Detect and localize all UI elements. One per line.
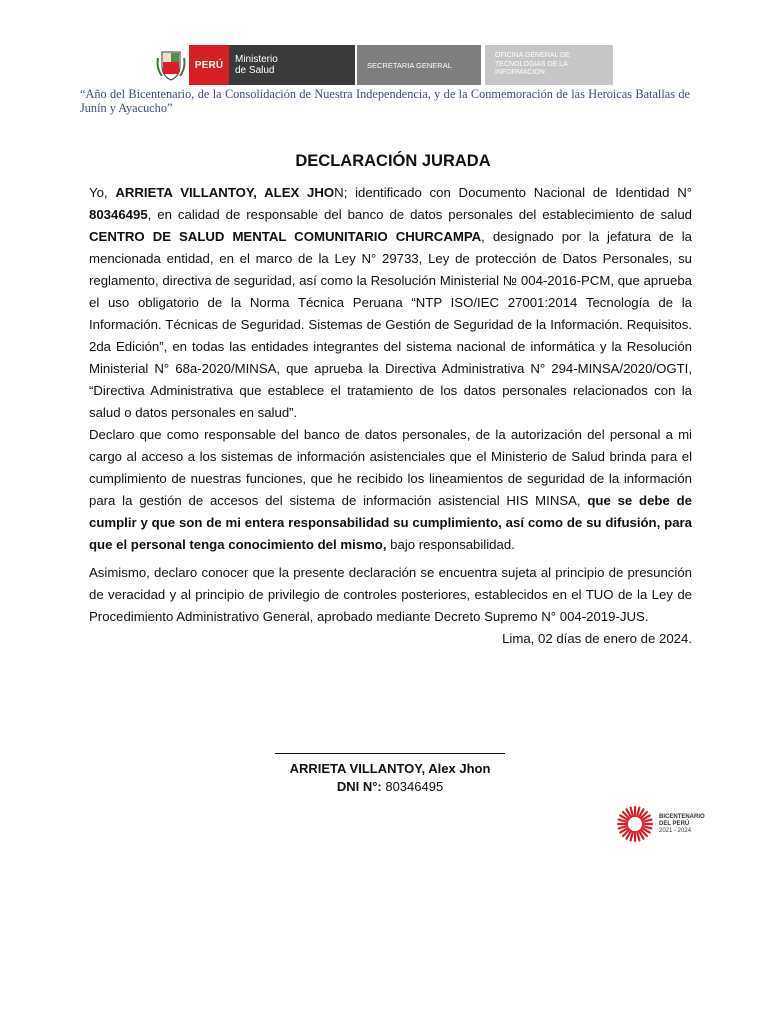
paragraph-3: Asimismo, declaro conocer que la presente declaración se encuentra sujeta al principio de presunción de veracidad y al principio de privilegio de controles posteriores, establecidos en el TUO de la Ley de Procedimiento Administrativo General, aprobado mediante Decreto Supremo N° 004-2019-JUS.	[89, 565, 692, 624]
p2-text-1: Declaro que como responsable del banco de datos personales, de la autorización del personal a mi cargo al acceso a los sistemas de información asistenciales que el Ministerio de Salud brinda para el cumplimiento de nuestras funciones, que he recibido los lineamientos de seguridad de la información para la gestión de accesos del sistema de información asistencial HIS MINSA,	[89, 427, 692, 508]
secretaria-label: SECRETARIA GENERAL	[367, 60, 452, 70]
declarant-name: ARRIETA VILLANTOY, ALEX JHO	[115, 185, 335, 200]
bicentenario-logo	[615, 804, 725, 844]
secretaria-box	[357, 45, 481, 85]
p1-text-1: Yo,	[89, 185, 116, 200]
p1-text-4: , designado por la jefatura de la mencionada entidad, en el marco de la Ley N° 29733, Ley de protección de Datos Personales, su reglamento, directiva de seguridad, así como la Resolución Ministerial № 004-2016-PCM, que aprueba el uso obligatorio de la Norma Técnica Peruana “NTP ISO/IEC 27001:2014 Tecnología de la Información. Técnicas de Seguridad. Sistemas de Gestión de Seguridad de la Información. Requisitos. 2da Edición”, en todas las entidades integrantes del sistema nacional de informática y la Resolución Ministerial N° 68a-2020/MINSA, que aprueba la Directiva Administrativa N° 294-MINSA/2020/OGTI, “Directiva Administrativa que establece el tratamiento de los datos personales relacionados con la salud o datos personales en salud”.	[89, 229, 692, 420]
oficina-line-3: INFORMACION	[495, 69, 545, 77]
ministry-box	[229, 45, 355, 85]
signature-line	[275, 753, 505, 754]
bicentenario-line-3: 2021 - 2024	[659, 827, 692, 834]
paragraph-2	[89, 424, 692, 556]
bicentenario-line-1: BICENTENARIO	[659, 813, 705, 820]
signature-name: ARRIETA VILLANTOY, Alex Jhon	[289, 761, 491, 776]
p1-text-2: N; identificado con Documento Nacional de Identidad N°	[334, 185, 692, 200]
peru-label: PERÚ	[194, 59, 224, 71]
oficina-line-2: TECNOLOGIAS DE LA	[495, 60, 568, 68]
paragraph-1	[89, 182, 692, 424]
p1-text-3: , en calidad de responsable del banco de datos personales del establecimiento de salud	[147, 207, 692, 222]
dni-label: DNI N°:	[336, 779, 382, 794]
oficina-line-1: OFICINA GENERAL DE	[495, 52, 570, 60]
ministry-line-2: de Salud	[235, 65, 275, 76]
health-center-name: CENTRO DE SALUD MENTAL COMUNITARIO CHURCAMPA	[89, 229, 482, 244]
ministry-header	[153, 45, 613, 85]
oficina-box	[485, 45, 613, 85]
dni-value: 80346495	[381, 779, 444, 794]
ministry-line-1: Ministerio	[235, 54, 278, 65]
bicentenario-text	[659, 814, 705, 835]
p2-bold: que se debe de cumplir y que son de mi entera responsabilidad su cumplimiento, así como de su difusión, para que el personal tenga conocimiento del mismo,	[89, 493, 692, 552]
bicentenario-sunburst-icon	[615, 804, 655, 844]
peru-coat-of-arms-icon	[153, 45, 189, 85]
document-title: DECLARACIÓN JURADA	[295, 152, 491, 170]
dni-number: 80346495	[89, 207, 148, 222]
peru-brand-box	[189, 45, 229, 85]
date-line: Lima, 02 días de enero de 2024.	[502, 631, 692, 646]
p2-text-2: bajo responsabilidad.	[386, 537, 515, 552]
year-title: “Año del Bicentenario, de la Consolidación de Nuestra Independencia, y de la Conmemoración de las Heroicas Batallas de Junín y Ayacucho”	[80, 87, 690, 115]
signature-dni	[0, 779, 768, 794]
document-body	[89, 182, 692, 650]
bicentenario-line-2: DEL PERÚ	[659, 820, 690, 827]
